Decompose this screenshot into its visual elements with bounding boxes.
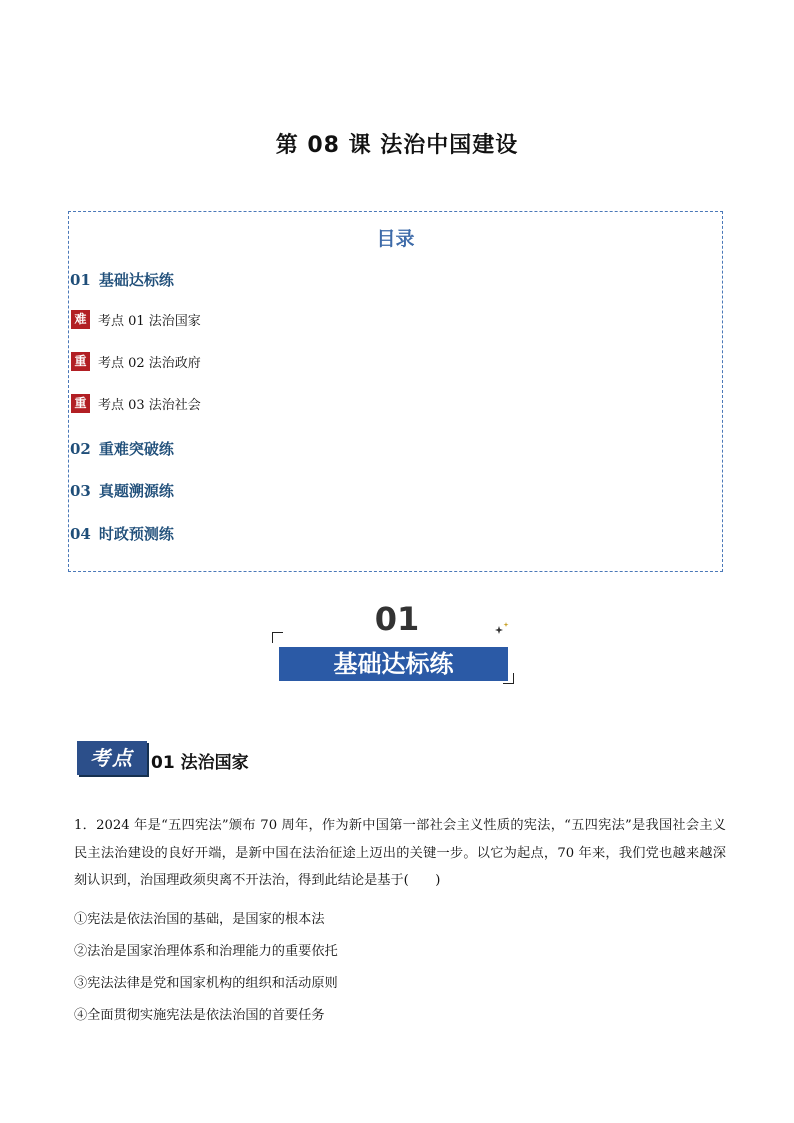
section-banner <box>279 647 508 681</box>
question-option-4: ④全面贯彻实施宪法是依法治国的首要任务 <box>74 1008 325 1023</box>
toc-point-02[interactable] <box>71 352 201 371</box>
toc-section-03[interactable] <box>70 480 174 501</box>
importance-badge: 重 <box>71 352 90 371</box>
kaodian-number: 01 <box>151 753 175 773</box>
page-title: 第 08 课 法治中国建设 <box>275 133 519 158</box>
toc-point-label: 考点 01 法治国家 <box>98 314 201 329</box>
section-number: 01 <box>374 600 420 638</box>
question-stem: 1．2024 年是“五四宪法”颁布 70 周年，作为新中国第一部社会主义性质的宪法，“五四宪法”是我国社会主义民主法治建设的良好开端，是新中国在法治征途上迈出的关键一步。以它为起点，70 年来，我们党也越来越深刻认识到，治国理政须臾离不开法治，得到此结论是基于( ) <box>74 818 726 888</box>
importance-badge: 重 <box>71 394 90 413</box>
section-banner-label: 基础达标练 <box>333 650 454 678</box>
question-option-3: ③宪法法律是党和国家机构的组织和活动原则 <box>74 976 338 991</box>
kaodian-title <box>151 748 249 773</box>
toc-section-label: 真题溯源练 <box>98 482 174 500</box>
difficulty-badge: 难 <box>71 310 90 329</box>
kaodian-badge <box>77 741 147 775</box>
toc-section-label: 基础达标练 <box>98 271 174 289</box>
toc-section-number: 01 <box>70 271 91 289</box>
toc-section-label: 重难突破练 <box>98 440 174 458</box>
table-of-contents <box>68 211 723 572</box>
toc-point-01[interactable] <box>71 310 201 329</box>
bracket-top-left <box>272 632 283 643</box>
toc-section-number: 03 <box>70 482 91 500</box>
sparkle-icon <box>493 621 511 637</box>
toc-heading: 目录 <box>376 228 415 250</box>
question-option-2: ②法治是国家治理体系和治理能力的重要依托 <box>74 944 338 959</box>
toc-section-02[interactable] <box>70 438 174 459</box>
toc-section-01[interactable] <box>70 269 174 290</box>
toc-section-label: 时政预测练 <box>98 525 174 543</box>
toc-point-label: 考点 03 法治社会 <box>98 398 201 413</box>
toc-section-number: 04 <box>70 525 91 543</box>
toc-point-03[interactable] <box>71 394 201 413</box>
toc-point-label: 考点 02 法治政府 <box>98 356 201 371</box>
kaodian-badge-label: 考点 <box>90 746 134 770</box>
kaodian-title-text: 法治国家 <box>180 753 249 773</box>
toc-section-number: 02 <box>70 440 91 458</box>
question-option-1: ①宪法是依法治国的基础，是国家的根本法 <box>74 912 325 927</box>
toc-section-04[interactable] <box>70 523 174 544</box>
